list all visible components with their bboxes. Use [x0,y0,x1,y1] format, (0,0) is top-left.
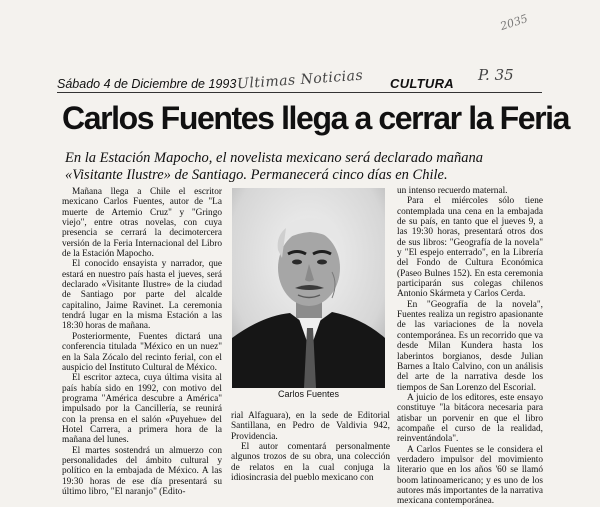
paragraph: Mañana llega a Chile el escritor mexicano Carlos Fuentes, autor de "La muerte de Artemio Cruz" y "Gringo viejo", entre otras novelas, con cuya presencia se cerrará la decimotercera versión de la Feria Internacional del Libro de la Estación Mapocho. [62,187,222,260]
paragraph: Para el miércoles sólo tiene contemplada una cena en la embajada de su país, en tanto que el jueves 9, a las 19:30 horas, presentará otros dos de sus libros: "Geografía de la novela" y "El espejo enterrado", en la Librería del Fondo de Cultura Económica (Paseo Bulnes 152). En esta ceremonia participarán sus colegas chilenos Antonio Skármeta y Carlos Cerda. [397,196,543,300]
handwritten-page-number: P. 35 [478,66,514,84]
paragraph: El martes sostendrá un almuerzo con personalidades del ámbito cultural y político en la embajada de México. A las 19:30 horas de ese día presentará su último libro, "El naranjo" (Edito- [62,445,222,497]
portrait-photo-icon [232,188,385,388]
subheadline: En la Estación Mapocho, el novelista mexicano será declarado mañana «Visitante Ilustre» de Santiago. Permanecerá cinco días en Chile. [65,150,484,183]
paragraph: El autor comentará personalmente algunos trozos de su obra, una colección de relatos en la cual conjuga la idiosincrasia del pueblo mexicano con [231,442,390,484]
headline: Carlos Fuentes llega a cerrar la Feria [62,100,570,136]
author-photo [232,188,385,388]
paragraph: El conocido ensayista y narrador, que estará en nuestro país hasta el jueves, será declarado «Visitante Ilustre» de la ciudad de Santiago por parte del alcalde capitalino, Jaime Ravinet. La ceremonia tendrá lugar en la misma Estación a las 18:30 horas de mañana. [62,259,222,332]
paragraph: Posteriormente, Fuentes dictará una conferencia titulada "México en un nuez" en la Sala Zócalo del recinto ferial, con el auspicio del Instituto Cultural de México. [62,331,222,373]
paragraph: un intenso recuerdo maternal. [397,186,508,196]
handwritten-source-note: Ultimas Noticias [236,67,364,93]
handwritten-archive-number: 2035 [498,11,530,34]
photo-caption: Carlos Fuentes [277,389,340,399]
section-label: CULTURA [390,76,454,91]
paragraph: rial Alfaguara), en la sede de Editorial Santillana, en Pedro de Valdivia 942, Providencia. [231,411,390,442]
paragraph: El escritor azteca, cuya última visita al país había sido en 1992, con motivo del programa "América descubre a América" impulsado por la Cancillería, se reunirá con la prensa en el salón «Puyehue» del Hotel Carrera, a primera hora de la mañana del lunes. [62,373,222,446]
article-column-left [62,187,222,497]
paragraph: A Carlos Fuentes se le considera el verdadero impulsor del movimiento literario que en los años '60 se llamó boom latinoamericano; y es uno de los autores más importantes de la narrativa mexicana contemporánea. [397,444,543,507]
paragraph: A juicio de los editores, este ensayo constituye "la bitácora necesaria para atisbar un porvenir en que el libro acompañe el curso de la realidad, reinventándola". [397,392,543,445]
article-column-middle [231,411,390,483]
paragraph: En "Geografía de la novela", Fuentes realiza un registro apasionante de las variaciones de la novela contemporánea. Es un recorrido que va desde Milan Kundera hasta los laberintos borgianos, desde Julian Barnes a Italo Calvino, con un análisis del arte de la narrativa desde los tiempos de San Lorenzo del Escorial. [397,299,543,393]
article-column-right [397,186,543,507]
header-rule [57,92,542,93]
dateline: Sábado 4 de Diciembre de 1993 [57,77,237,91]
